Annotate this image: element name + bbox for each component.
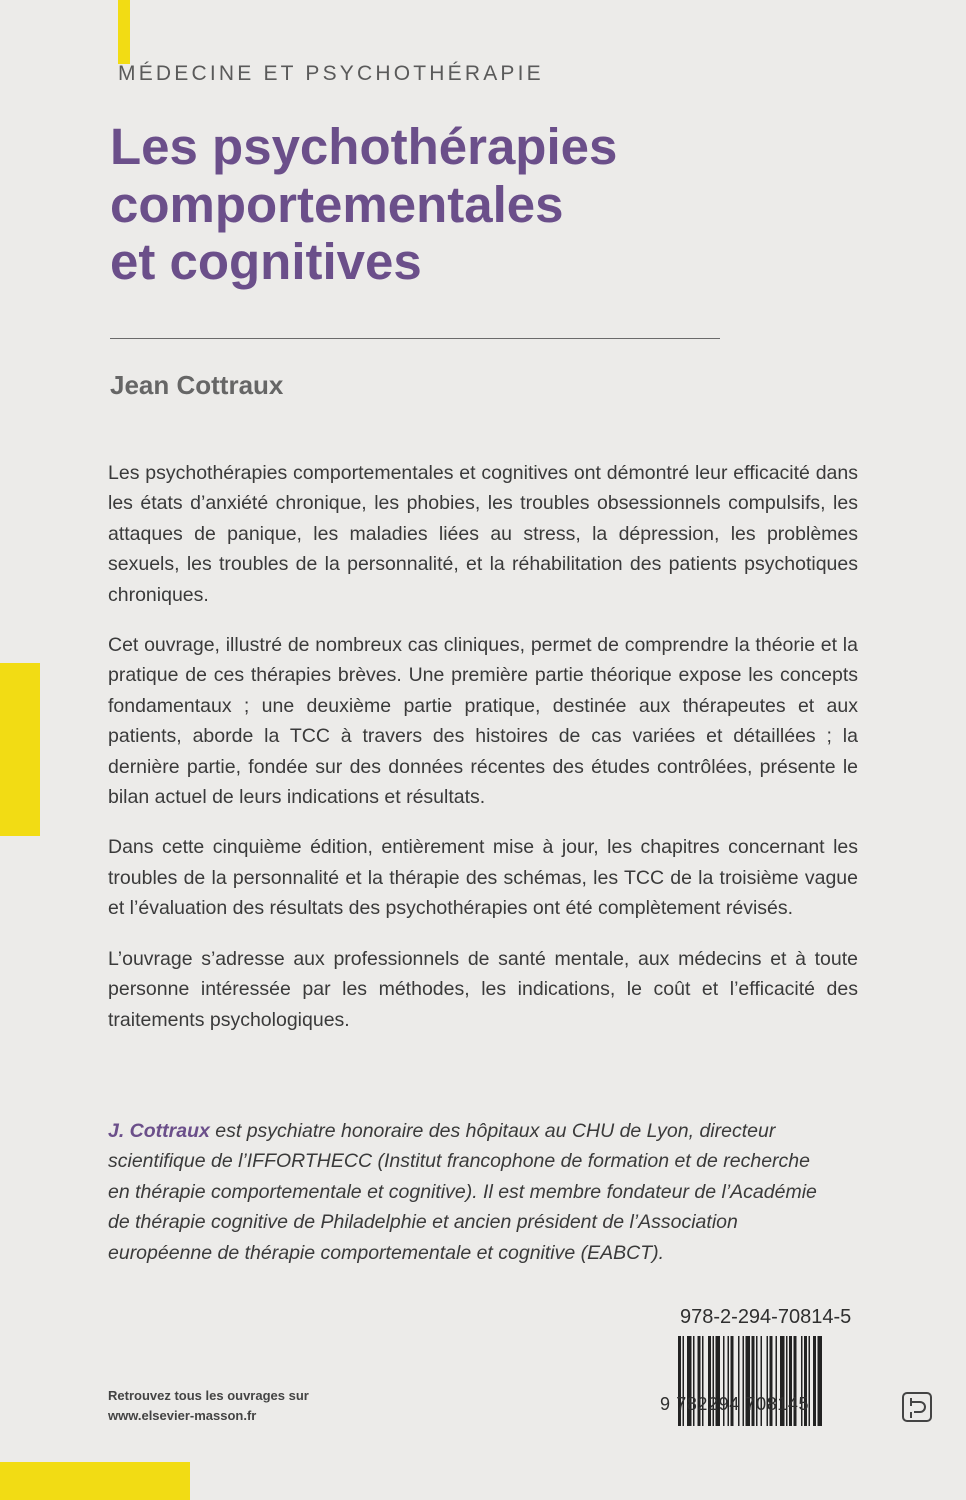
bio-line-2: scientifique de l’IFFORTHECC (Institut francophone de formation et de recherche: [108, 1150, 810, 1173]
yellow-bar-bottom: [0, 1462, 190, 1500]
author-name: Jean Cottraux: [110, 370, 284, 400]
barcode-bar: [813, 1336, 816, 1426]
paragraph-1: Les psychothérapies comportementales et cognitives ont démontré leur efficacité dans les états d’anxiété chronique, les phobies, les troubles obsessionnels compulsifs, les attaques de panique, les maladies liées au stress, la dépression, les problèmes sexuels, les troubles de la personnalité, et la réhabilitation des patients psychotiques chroniques.: [108, 462, 858, 606]
description: [108, 458, 858, 1055]
paragraph-3: Dans cette cinquième édition, entièrement mise à jour, les chapitres concernant les troubles de la personnalité et la thérapie des schémas, les TCC de la troisième vague et l’évaluation des résultats des psychothérapies ont été complètement révisés.: [108, 836, 858, 920]
recycle-icon: [900, 1390, 934, 1424]
title-divider: [110, 338, 720, 339]
bio-line-3: en thérapie comportementale et cognitive). Il est membre fondateur de l’Académie: [108, 1180, 817, 1203]
footer-line-1: Retrouvez tous les ouvrages sur: [108, 1388, 309, 1403]
bio-author-name: J. Cottraux: [108, 1120, 210, 1142]
series-name: MÉDECINE ET PSYCHOTHÉRAPIE: [118, 62, 544, 85]
bio-line-5: européenne de thérapie comportementale et cognitive (EABCT).: [108, 1241, 665, 1264]
isbn-number: 978-2-294-70814-5: [680, 1306, 852, 1328]
yellow-bar-middle: [0, 663, 40, 836]
book-title: [110, 118, 830, 291]
bio-line-4: de thérapie cognitive de Philadelphie et ancien président de l’Association: [108, 1211, 738, 1234]
yellow-bar-top: [118, 0, 130, 64]
title-line-2: comportementales: [110, 175, 564, 233]
author-bio: [108, 1116, 860, 1268]
title-line-3: et cognitives: [110, 233, 422, 291]
paragraph-2: Cet ouvrage, illustré de nombreux cas cliniques, permet de comprendre la théorie et la pratique de ces thérapies brèves. Une première partie théorique expose les concepts fondamentaux ; une deuxième partie pratique, destinée aux thérapeutes et aux patients, aborde la TCC à travers des histoires de cas variées et détaillées ; la dernière partie, fondée sur des données récentes des études contrôlées, présente le bilan actuel de leurs indications et résultats.: [108, 634, 858, 809]
bio-line-1: [108, 1116, 860, 1146]
website-footer: [108, 1386, 309, 1426]
paragraph-4: L’ouvrage s’adresse aux professionnels de santé mentale, aux médecins et à toute personne intéressée par les méthodes, les indications, le coût et l’efficacité des traitements psychologiques.: [108, 947, 858, 1031]
title-line-1: Les psychothérapies: [110, 118, 618, 175]
footer-url: www.elsevier-masson.fr: [108, 1408, 257, 1423]
barcode-digits: 9 782294 708145: [660, 1394, 810, 1414]
barcode-bar: [818, 1336, 823, 1426]
bio-line-1-text: est psychiatre honoraire des hôpitaux au CHU de Lyon, directeur: [209, 1120, 776, 1142]
